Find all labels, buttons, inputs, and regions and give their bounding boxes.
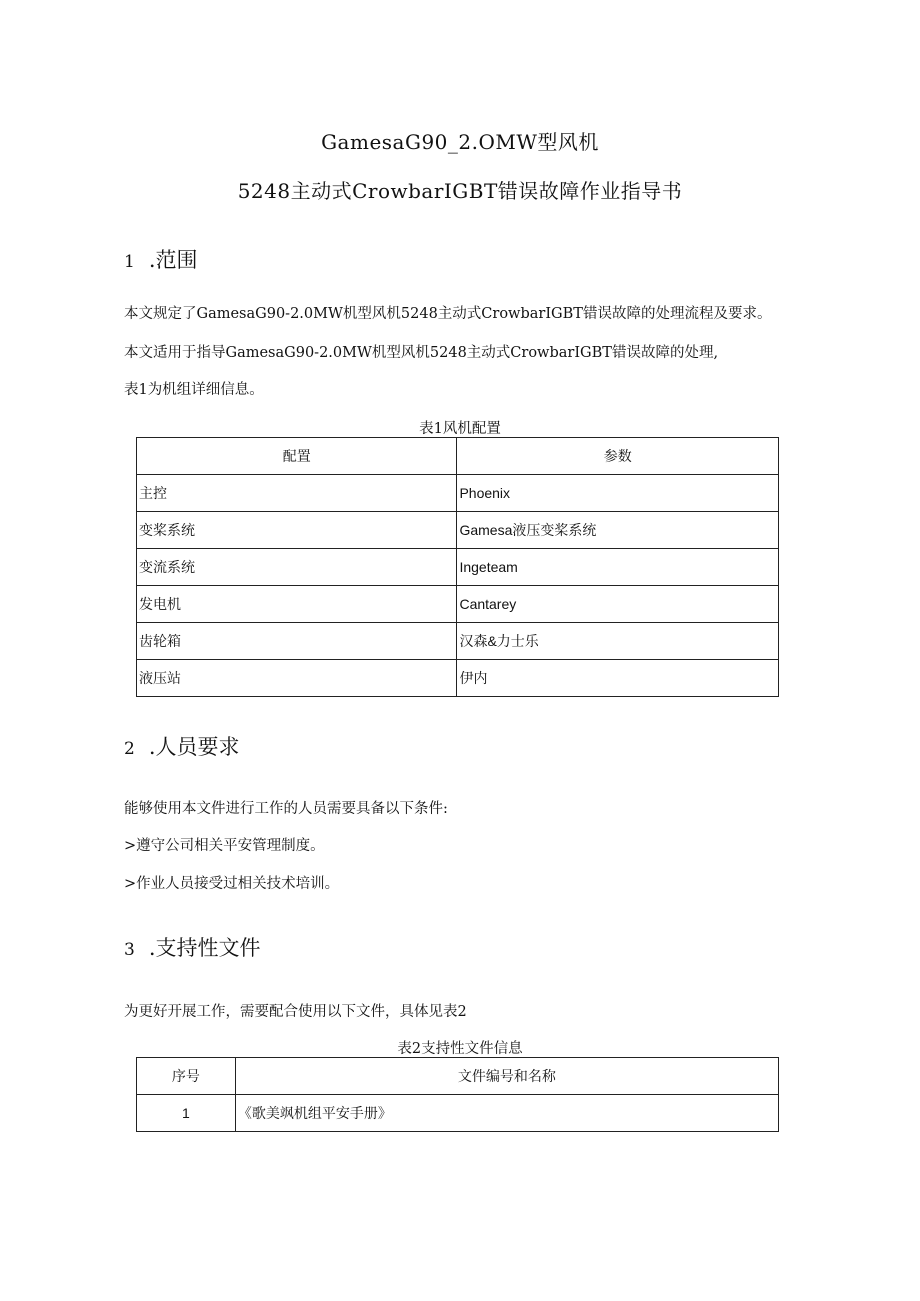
table2-caption: 表2支持性文件信息 (397, 1041, 523, 1057)
table-cell: 汉森&力士乐 (457, 623, 779, 660)
section3-title: .支持性文件 (148, 936, 261, 960)
document-title-line1: GamesaG90_2.OMW型风机 (321, 130, 599, 154)
section2-number: 2 (124, 739, 135, 759)
table-cell: Ingeteam (457, 549, 779, 586)
table-row (137, 512, 779, 549)
table-cell: 齿轮箱 (137, 623, 457, 660)
section1-paragraph2: 本文适用于指导GamesaG90-2.0MW机型风机5248主动式CrowbarIGBT错误故障的处理, (124, 345, 719, 361)
table-row (137, 623, 779, 660)
table1-caption: 表1风机配置 (419, 421, 501, 437)
table2-header-index: 序号 (137, 1058, 236, 1095)
table1-header-config: 配置 (137, 438, 457, 475)
table1-header-param: 参数 (457, 438, 779, 475)
section3-number: 3 (124, 940, 135, 960)
table-cell: 变桨系统 (137, 512, 457, 549)
section2-bullet2: >作业人员接受过相关技术培训。 (124, 876, 340, 892)
section2-heading (124, 731, 240, 761)
section1-title: .范围 (148, 248, 198, 272)
section2-bullet1: >遵守公司相关平安管理制度。 (124, 838, 325, 854)
table-cell: 《歌美飒机组平安手册》 (235, 1095, 778, 1132)
table-cell: 液压站 (137, 660, 457, 697)
table-cell: 变流系统 (137, 549, 457, 586)
table-row (137, 586, 779, 623)
table-cell: 主控 (137, 475, 457, 512)
section1-paragraph1: 本文规定了GamesaG90-2.0MW机型风机5248主动式CrowbarIGBT错误故障的处理流程及要求。 (124, 306, 772, 322)
table2-header-document: 文件编号和名称 (235, 1058, 778, 1095)
section2-paragraph1: 能够使用本文件进行工作的人员需要具备以下条件: (124, 801, 448, 817)
table-row (137, 475, 779, 512)
table-row (137, 660, 779, 697)
table2-header-row (137, 1058, 779, 1095)
table-cell: 伊内 (457, 660, 779, 697)
table-row (137, 549, 779, 586)
table-row (137, 1095, 779, 1132)
section1-paragraph3: 表1为机组详细信息。 (124, 382, 264, 398)
table-cell: Phoenix (457, 475, 779, 512)
table1-header-row (137, 438, 779, 475)
document-title-line2: 5248主动式CrowbarIGBT错误故障作业指导书 (237, 179, 683, 203)
section3-heading (124, 932, 261, 962)
table1-fan-configuration (136, 437, 779, 697)
section2-title: .人员要求 (148, 735, 240, 759)
section3-paragraph1: 为更好开展工作，需要配合使用以下文件，具体见表2 (124, 1004, 467, 1020)
section1-heading (124, 244, 198, 274)
table-cell: 1 (137, 1095, 236, 1132)
table2-supporting-documents (136, 1057, 779, 1132)
table-cell: 发电机 (137, 586, 457, 623)
table-cell: Cantarey (457, 586, 779, 623)
section1-number: 1 (124, 252, 135, 272)
table-cell: Gamesa液压变桨系统 (457, 512, 779, 549)
